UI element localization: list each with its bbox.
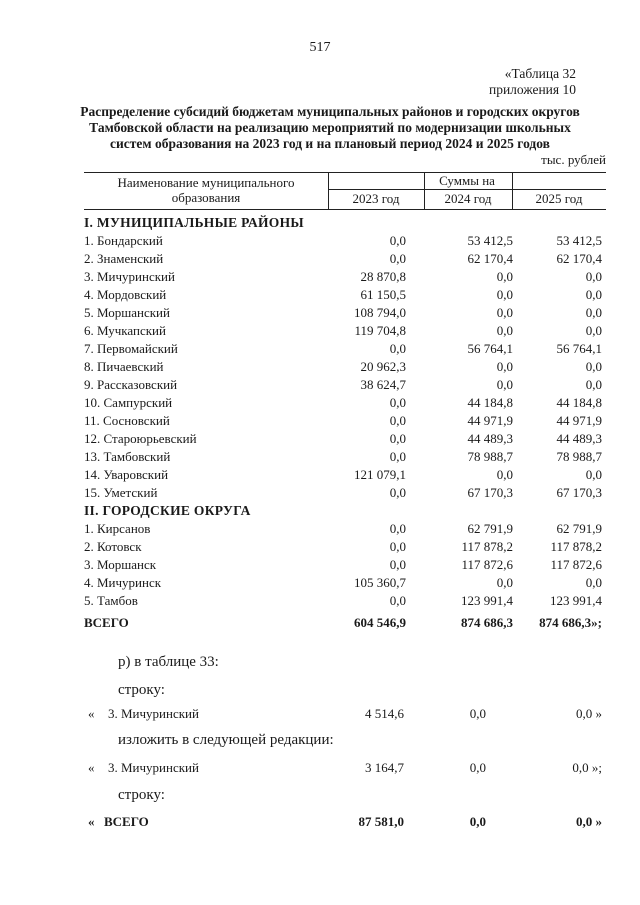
cell-2023: 0,0 <box>389 539 406 554</box>
total-amend-row <box>84 812 604 832</box>
cell-2025: 53 412,5 <box>556 233 602 248</box>
cell-2023: 0,0 <box>389 431 406 446</box>
cell-2024: 0,0 <box>496 467 513 482</box>
cell-2024: 56 764,1 <box>467 341 513 356</box>
cell-2024: 44 971,9 <box>467 413 513 428</box>
cell-name: 4. Мичуринск <box>84 575 162 590</box>
cell-name: 14. Уваровский <box>84 467 169 482</box>
cell-name: 7. Первомайский <box>84 341 178 356</box>
city-row <box>84 556 606 574</box>
district-row <box>84 430 606 448</box>
title-line: Тамбовской области на реализацию мероприятий по модернизации школьных <box>89 120 571 135</box>
cell-2025: 117 878,2 <box>550 539 602 554</box>
cell-2023: 20 962,3 <box>360 359 406 374</box>
cell-2024: 0,0 <box>496 575 513 590</box>
cell-2023: 38 624,7 <box>360 377 406 392</box>
title-line: Распределение субсидий бюджетам муниципальных районов и городских округов <box>80 104 580 119</box>
cell-2024: 117 878,2 <box>461 539 513 554</box>
section-heading-districts: I. МУНИЦИПАЛЬНЫЕ РАЙОНЫ <box>84 215 304 230</box>
districts-rows <box>84 232 606 502</box>
cell-2023: 0,0 <box>389 251 406 266</box>
cell-2023: 0,0 <box>389 233 406 248</box>
district-row <box>84 340 606 358</box>
cell-2024: 44 184,8 <box>467 395 513 410</box>
cell-2023: 0,0 <box>389 413 406 428</box>
district-row <box>84 484 606 502</box>
subsidy-table <box>84 172 606 634</box>
cell-2023: 121 079,1 <box>354 467 406 482</box>
cell-2024: 53 412,5 <box>467 233 513 248</box>
cell-2024: 44 489,3 <box>467 431 513 446</box>
cell-2025: 44 489,3 <box>556 431 602 446</box>
cell-name: 3. Мичуринский <box>84 269 175 284</box>
old-row-value-1: 4 514,6 <box>365 706 404 721</box>
title-line: систем образования на 2023 год и на плановый период 2024 и 2025 годов <box>110 136 550 151</box>
cell-2024: 0,0 <box>496 269 513 284</box>
cell-2025: 117 872,6 <box>550 557 602 572</box>
city-row <box>84 574 606 592</box>
cell-2023: 0,0 <box>389 395 406 410</box>
table-total-row <box>84 612 606 634</box>
cell-name: 13. Тамбовский <box>84 449 171 464</box>
total-label: ВСЕГО <box>84 615 129 630</box>
cell-2023: 119 704,8 <box>354 323 406 338</box>
table-reference-line2: приложения 10 <box>488 82 576 97</box>
cell-name: 1. Бондарский <box>84 233 163 248</box>
cell-2024: 123 991,4 <box>461 593 513 608</box>
cell-name: 10. Сампурский <box>84 395 173 410</box>
quote-mark: « <box>88 706 95 721</box>
cell-2024: 0,0 <box>496 287 513 302</box>
cell-2025: 0,0 <box>585 305 602 320</box>
cell-2024: 0,0 <box>496 323 513 338</box>
cell-2025: 62 170,4 <box>556 251 602 266</box>
new-row-value-2: 0,0 <box>469 760 486 775</box>
district-row <box>84 250 606 268</box>
district-row <box>84 376 606 394</box>
cell-2025: 0,0 <box>585 575 602 590</box>
cell-name: 15. Уметский <box>84 485 158 500</box>
cell-2023: 28 870,8 <box>360 269 406 284</box>
cell-2025: 78 988,7 <box>556 449 602 464</box>
cell-2025: 0,0 <box>585 323 602 338</box>
cell-2024: 62 170,4 <box>467 251 513 266</box>
district-row <box>84 286 606 304</box>
cell-2024: 0,0 <box>496 359 513 374</box>
new-row <box>84 758 604 778</box>
district-row <box>84 268 606 286</box>
cell-name: 2. Знаменский <box>84 251 164 266</box>
unit-label: тыс. рублей <box>541 152 606 167</box>
page-number: 517 <box>309 40 331 55</box>
cell-name: 12. Староюрьевский <box>84 431 197 446</box>
cell-2025: 67 170,3 <box>556 485 602 500</box>
total-2023: 604 546,9 <box>354 615 406 630</box>
new-row-value-1: 3 164,7 <box>365 760 404 775</box>
header-year-2025: 2025 год <box>535 191 583 206</box>
quote-mark: « <box>88 814 95 829</box>
table-reference-line1: «Таблица 32 <box>504 66 576 81</box>
cell-2024: 0,0 <box>496 305 513 320</box>
cell-2025: 0,0 <box>585 467 602 482</box>
cell-name: 1. Кирсанов <box>84 521 151 536</box>
cell-2025: 0,0 <box>585 377 602 392</box>
old-row-value-3: 0,0 » <box>576 706 602 721</box>
cell-name: 5. Тамбов <box>84 593 138 608</box>
document-title <box>70 104 590 152</box>
cell-name: 2. Котовск <box>84 539 142 554</box>
district-row <box>84 394 606 412</box>
instruction-stroku-2: строку: <box>118 787 165 803</box>
section-heading-cities: II. ГОРОДСКИЕ ОКРУГА <box>84 503 251 518</box>
cell-name: 9. Рассказовский <box>84 377 178 392</box>
cell-2023: 0,0 <box>389 341 406 356</box>
total-amend-value-1: 87 581,0 <box>358 814 404 829</box>
cell-2025: 44 971,9 <box>556 413 602 428</box>
cell-2023: 0,0 <box>389 521 406 536</box>
old-row-name: 3. Мичуринский <box>108 706 199 721</box>
cell-2023: 0,0 <box>389 449 406 464</box>
total-amend-value-2: 0,0 <box>469 814 486 829</box>
header-name-column <box>84 175 328 205</box>
cities-rows <box>84 520 606 610</box>
header-sums: Суммы на <box>439 173 495 188</box>
quote-mark: « <box>88 760 95 775</box>
cell-2023: 61 150,5 <box>360 287 406 302</box>
old-row <box>84 704 604 724</box>
cell-name: 5. Моршанский <box>84 305 170 320</box>
district-row <box>84 304 606 322</box>
cell-2025: 123 991,4 <box>550 593 602 608</box>
district-row <box>84 448 606 466</box>
cell-2024: 78 988,7 <box>467 449 513 464</box>
old-row-value-2: 0,0 <box>469 706 486 721</box>
total-2024: 874 686,3 <box>461 615 513 630</box>
cell-2023: 0,0 <box>389 485 406 500</box>
header-name-line: Наименование муниципального <box>117 175 295 190</box>
new-row-name: 3. Мичуринский <box>108 760 199 775</box>
city-row <box>84 520 606 538</box>
total-amend-value-3: 0,0 » <box>576 814 602 829</box>
district-row <box>84 466 606 484</box>
header-year-2024: 2024 год <box>444 191 492 206</box>
cell-2024: 117 872,6 <box>461 557 513 572</box>
new-row-value-3: 0,0 »; <box>572 760 602 775</box>
district-row <box>84 232 606 250</box>
cell-2025: 56 764,1 <box>556 341 602 356</box>
total-amend-name: ВСЕГО <box>104 814 149 829</box>
cell-2023: 108 794,0 <box>354 305 406 320</box>
cell-name: 8. Пичаевский <box>84 359 164 374</box>
cell-2025: 0,0 <box>585 269 602 284</box>
cell-2024: 62 791,9 <box>467 521 513 536</box>
city-row <box>84 538 606 556</box>
instruction-izlozhit: изложить в следующей редакции: <box>118 732 334 748</box>
table-header <box>84 172 606 210</box>
cell-2023: 105 360,7 <box>354 575 406 590</box>
cell-name: 6. Мучкапский <box>84 323 166 338</box>
cell-2023: 0,0 <box>389 557 406 572</box>
district-row <box>84 358 606 376</box>
cell-2025: 0,0 <box>585 359 602 374</box>
cell-name: 3. Моршанск <box>84 557 157 572</box>
total-2025: 874 686,3»; <box>539 615 602 630</box>
cell-2024: 67 170,3 <box>467 485 513 500</box>
header-name-line: образования <box>171 190 241 205</box>
city-row <box>84 592 606 610</box>
header-year-2023: 2023 год <box>352 191 400 206</box>
district-row <box>84 322 606 340</box>
instruction-stroku: строку: <box>118 682 165 698</box>
cell-2023: 0,0 <box>389 593 406 608</box>
district-row <box>84 412 606 430</box>
cell-name: 4. Мордовский <box>84 287 167 302</box>
cell-name: 11. Сосновский <box>84 413 170 428</box>
cell-2025: 44 184,8 <box>556 395 602 410</box>
cell-2025: 0,0 <box>585 287 602 302</box>
cell-2024: 0,0 <box>496 377 513 392</box>
cell-2025: 62 791,9 <box>556 521 602 536</box>
amendment-item-r: р) в таблице 33: <box>118 654 219 670</box>
